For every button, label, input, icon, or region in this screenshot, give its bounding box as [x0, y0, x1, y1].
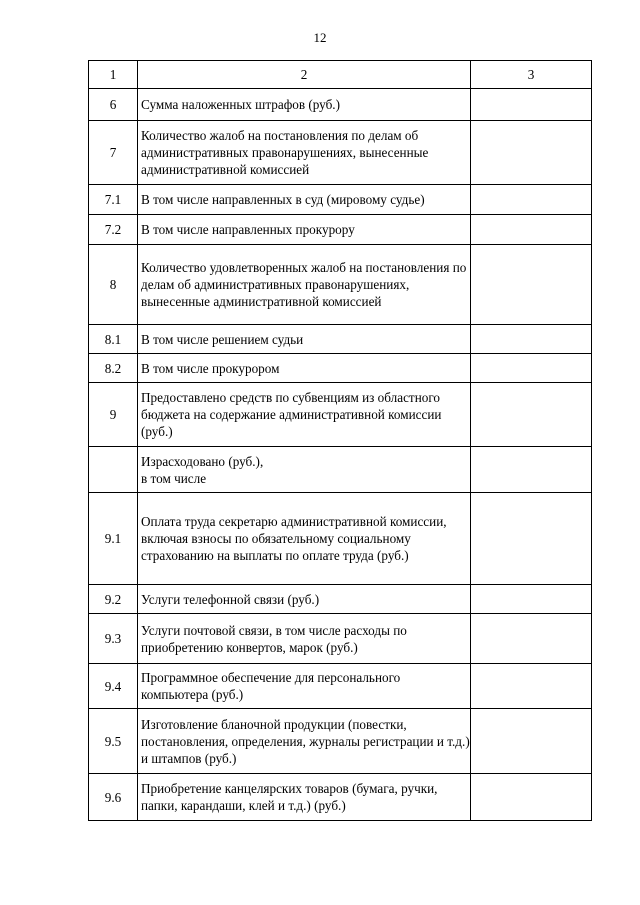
row-label: Оплата труда секретарю административной комиссии, включая взносы по обязательному социальному страхованию на выплаты по оплате труда (руб.)	[138, 493, 471, 585]
row-value-cell	[471, 185, 592, 215]
row-number: 6	[89, 89, 138, 121]
page-number: 12	[313, 30, 327, 45]
header-col-2: 2	[138, 61, 471, 89]
table-header-row	[89, 61, 592, 89]
row-label: Израсходовано (руб.), в том числе	[138, 447, 471, 493]
row-value-cell	[471, 664, 592, 709]
row-label: В том числе прокурором	[138, 354, 471, 383]
row-number: 8.2	[89, 354, 138, 383]
row-value-cell	[471, 383, 592, 447]
row-label: Приобретение канцелярских товаров (бумага, ручки, папки, карандаши, клей и т.д.) (руб.)	[138, 774, 471, 821]
table-row	[89, 664, 592, 709]
row-label: В том числе направленных в суд (мировому судье)	[138, 185, 471, 215]
row-number: 7.2	[89, 215, 138, 245]
row-number: 7	[89, 121, 138, 185]
table-row	[89, 585, 592, 614]
row-label: В том числе направленных прокурору	[138, 215, 471, 245]
row-number: 8	[89, 245, 138, 325]
row-label: В том числе решением судьи	[138, 325, 471, 354]
table-row	[89, 215, 592, 245]
row-label: Количество удовлетворенных жалоб на постановления по делам об административных правонарушениях, вынесенные административной комиссией	[138, 245, 471, 325]
row-value-cell	[471, 447, 592, 493]
row-value-cell	[471, 215, 592, 245]
table-row	[89, 709, 592, 774]
row-value-cell	[471, 774, 592, 821]
row-number: 9.2	[89, 585, 138, 614]
table-row	[89, 354, 592, 383]
row-value-cell	[471, 493, 592, 585]
header-col-3: 3	[471, 61, 592, 89]
table-row	[89, 614, 592, 664]
row-value-cell	[471, 245, 592, 325]
row-label: Предоставлено средств по субвенциям из областного бюджета на содержание административной комиссии (руб.)	[138, 383, 471, 447]
row-number: 9	[89, 383, 138, 447]
row-value-cell	[471, 354, 592, 383]
row-value-cell	[471, 89, 592, 121]
row-label: Изготовление бланочной продукции (повестки, постановления, определения, журналы регистрации и т.д.) и штампов (руб.)	[138, 709, 471, 774]
row-label: Программное обеспечение для персонального компьютера (руб.)	[138, 664, 471, 709]
table-row	[89, 121, 592, 185]
row-value-cell	[471, 121, 592, 185]
row-label: Сумма наложенных штрафов (руб.)	[138, 89, 471, 121]
row-number: 9.5	[89, 709, 138, 774]
table-row	[89, 89, 592, 121]
row-number: 7.1	[89, 185, 138, 215]
row-number: 9.6	[89, 774, 138, 821]
row-number	[89, 447, 138, 493]
table-row	[89, 185, 592, 215]
table-row	[89, 447, 592, 493]
row-label: Количество жалоб на постановления по делам об административных правонарушениях, вынесенные административной комиссией	[138, 121, 471, 185]
table-row	[89, 245, 592, 325]
row-value-cell	[471, 614, 592, 664]
header-col-1: 1	[89, 61, 138, 89]
row-value-cell	[471, 709, 592, 774]
table-row	[89, 493, 592, 585]
row-number: 9.3	[89, 614, 138, 664]
row-label: Услуги почтовой связи, в том числе расходы по приобретению конвертов, марок (руб.)	[138, 614, 471, 664]
row-value-cell	[471, 585, 592, 614]
report-table	[88, 60, 592, 821]
row-number: 8.1	[89, 325, 138, 354]
row-number: 9.1	[89, 493, 138, 585]
row-label: Услуги телефонной связи (руб.)	[138, 585, 471, 614]
table-row	[89, 774, 592, 821]
row-number: 9.4	[89, 664, 138, 709]
row-value-cell	[471, 325, 592, 354]
table-row	[89, 325, 592, 354]
table-row	[89, 383, 592, 447]
